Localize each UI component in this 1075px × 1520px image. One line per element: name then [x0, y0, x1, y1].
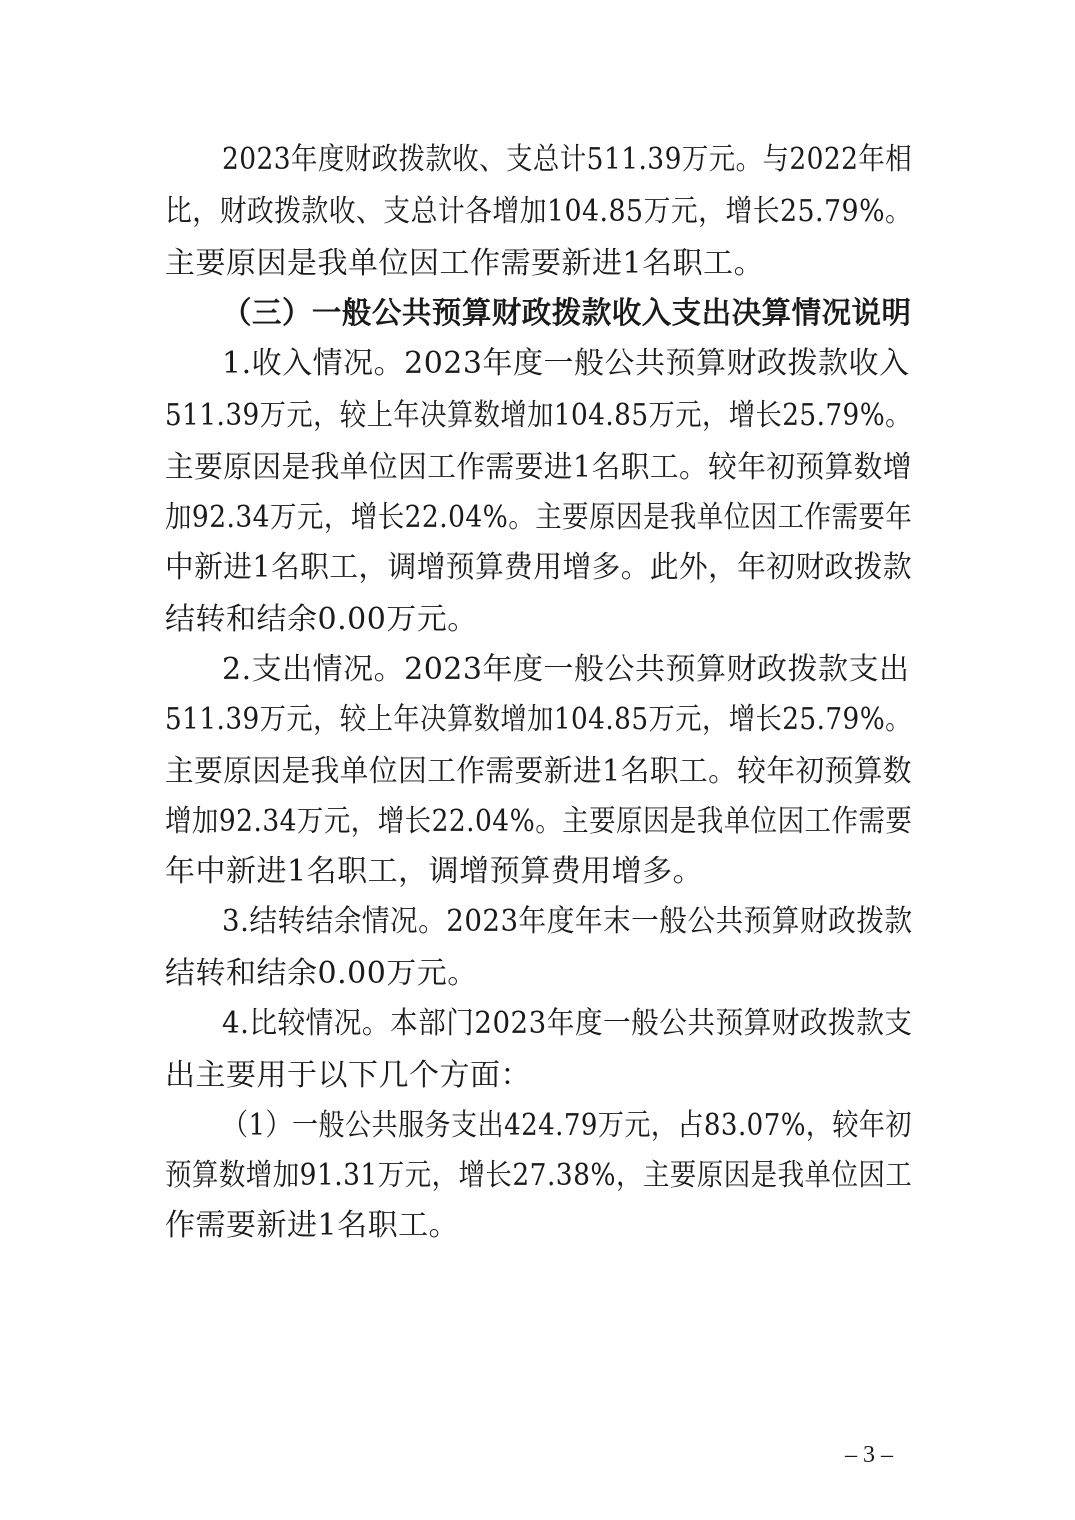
text-line: 出主要用于以下几个方面：: [165, 1058, 531, 1093]
text-line: 结转和结余0.00万元。: [165, 956, 478, 991]
text-line: 主要原因是我单位因工作需要进1名职工。较年初预算数增: [165, 450, 913, 485]
text-line: 作需要新进1名职工。: [165, 1208, 460, 1243]
text-line: （1）一般公共服务支出424.79万元，占83.07%，较年初: [222, 1108, 912, 1143]
text-line: 主要原因是我单位因工作需要新进1名职工。较年初预算数: [165, 754, 913, 789]
text-line: 中新进1名职工，调增预算费用增多。此外，年初财政拨款: [165, 550, 913, 585]
text-line: 511.39万元，较上年决算数增加104.85万元，增长25.79%。: [165, 702, 912, 737]
text-line: 比，财政拨款收、支总计各增加104.85万元，增长25.79%。: [165, 194, 913, 229]
text-line: 预算数增加91.31万元，增长27.38%，主要原因是我单位因工: [165, 1158, 913, 1193]
text-line: 年中新进1名职工，调增预算费用增多。: [165, 854, 704, 889]
text-line: 主要原因是我单位因工作需要新进1名职工。: [165, 246, 765, 281]
section-heading: （三）一般公共预算财政拨款收入支出决算情况说明: [222, 296, 912, 331]
page-number: – 3 –: [845, 1442, 893, 1468]
text-line: 加92.34万元，增长22.04%。主要原因是我单位因工作需要年: [165, 500, 913, 535]
text-line: 2023年度财政拨款收、支总计511.39万元。与2022年相: [222, 142, 913, 177]
text-line: 增加92.34万元，增长22.04%。主要原因是我单位因工作需要: [165, 804, 913, 839]
text-line: 3.结转结余情况。2023年度年末一般公共预算财政拨款: [222, 904, 913, 939]
text-line: 511.39万元，较上年决算数增加104.85万元，增长25.79%。: [165, 398, 912, 433]
text-line: 结转和结余0.00万元。: [165, 602, 478, 637]
text-line: 1.收入情况。2023年度一般公共预算财政拨款收入: [222, 346, 910, 381]
text-line: 2.支出情况。2023年度一般公共预算财政拨款支出: [222, 652, 910, 687]
text-line: 4.比较情况。本部门2023年度一般公共预算财政拨款支: [222, 1006, 913, 1041]
